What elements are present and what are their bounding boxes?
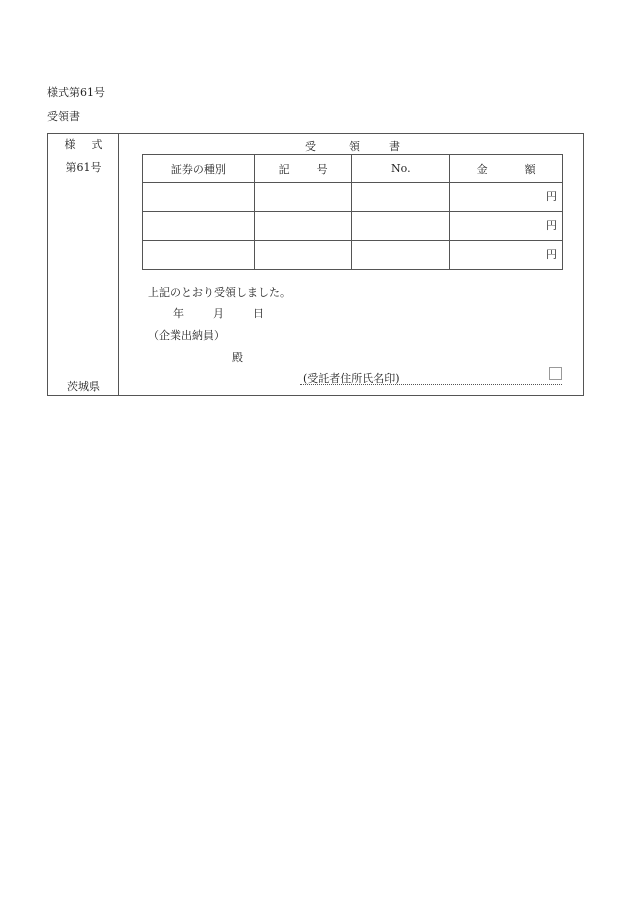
table-header-row xyxy=(143,155,563,183)
side-label-prefecture: 茨城県 xyxy=(67,380,100,393)
col-header-char: 金 xyxy=(476,162,488,176)
currency-unit: 円 xyxy=(546,248,557,261)
recipient-label: （企業出納員） xyxy=(148,329,225,342)
cell-symbol[interactable] xyxy=(254,183,352,212)
document-title: 受領書 xyxy=(47,110,80,123)
table-row xyxy=(143,241,563,270)
cell-type[interactable] xyxy=(143,212,255,241)
form-title-char: 領 xyxy=(349,140,360,153)
form-title xyxy=(119,134,583,154)
cell-type[interactable] xyxy=(143,183,255,212)
side-label-number: 第61号 xyxy=(65,161,102,174)
currency-unit: 円 xyxy=(546,219,557,232)
date-month-label: 月 xyxy=(213,307,224,320)
cell-amount[interactable] xyxy=(450,183,563,212)
form-side-column xyxy=(48,134,119,395)
side-label-char: 式 xyxy=(91,138,103,151)
form-title-char: 受 xyxy=(305,140,316,153)
form-number: 様式第61号 xyxy=(47,86,105,99)
cell-amount[interactable] xyxy=(450,241,563,270)
signature-label: (受託者住所氏名印) xyxy=(303,372,400,385)
received-statement: 上記のとおり受領しました。 xyxy=(148,286,291,299)
securities-table xyxy=(142,154,563,270)
side-label-char: 様 xyxy=(64,138,76,151)
cell-amount[interactable] xyxy=(450,212,563,241)
currency-unit: 円 xyxy=(546,190,557,203)
cell-number[interactable] xyxy=(352,212,450,241)
table-row xyxy=(143,212,563,241)
col-header-type: 証券の種別 xyxy=(143,155,255,183)
form-title-char: 書 xyxy=(389,140,400,153)
cell-symbol[interactable] xyxy=(254,212,352,241)
date-day-label: 日 xyxy=(253,307,264,320)
cell-type[interactable] xyxy=(143,241,255,270)
receipt-form xyxy=(47,133,584,396)
honorific-label: 殿 xyxy=(232,351,243,364)
col-header-char: 号 xyxy=(316,162,328,176)
seal-box[interactable] xyxy=(549,367,562,380)
date-line xyxy=(173,307,264,320)
cell-number[interactable] xyxy=(352,183,450,212)
col-header-amount xyxy=(450,155,563,183)
cell-symbol[interactable] xyxy=(254,241,352,270)
side-label-top xyxy=(48,138,119,151)
col-header-symbol xyxy=(254,155,352,183)
table-row xyxy=(143,183,563,212)
signature-line[interactable] xyxy=(300,384,562,385)
col-header-char: 記 xyxy=(278,162,290,176)
cell-number[interactable] xyxy=(352,241,450,270)
date-year-label: 年 xyxy=(173,307,184,320)
col-header-char: 額 xyxy=(524,162,536,176)
col-header-number: No. xyxy=(352,155,450,183)
